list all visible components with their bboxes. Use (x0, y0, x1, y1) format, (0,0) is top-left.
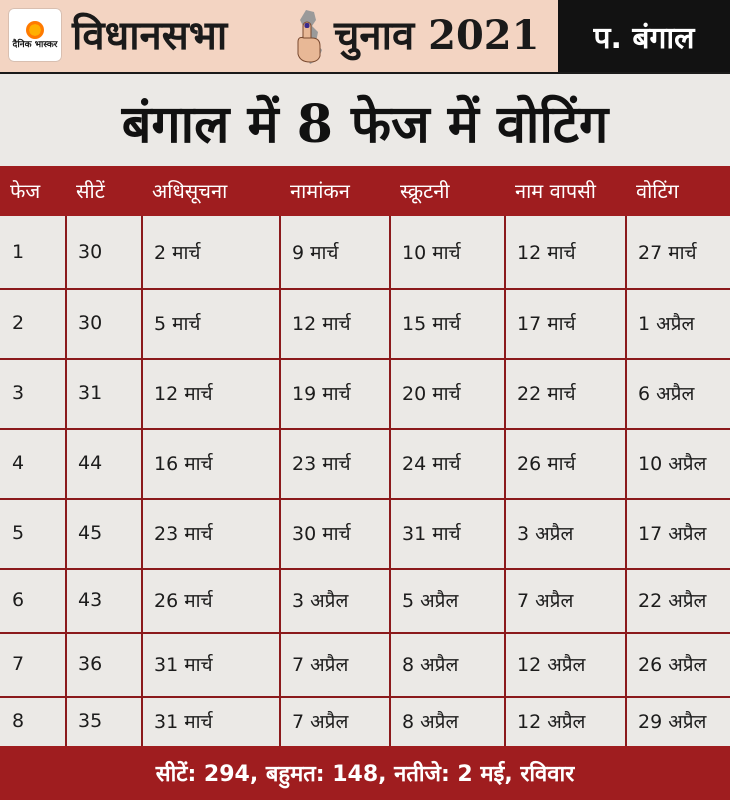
table-cell: 30 (78, 312, 103, 334)
table-cell: 17 मार्च (517, 313, 576, 335)
table-cell: 45 (78, 522, 103, 544)
table-cell: 12 मार्च (154, 383, 213, 405)
table-cell: 23 मार्च (154, 523, 213, 545)
column-divider (504, 216, 506, 746)
summary-footer: सीटें: 294, बहुमत: 148, नतीजे: 2 मई, रविवार (0, 746, 730, 800)
table-row (0, 568, 730, 632)
column-header: नाम वापसी (515, 179, 596, 203)
row-divider (0, 696, 730, 698)
table-cell: 22 मार्च (517, 383, 576, 405)
table-cell: 15 मार्च (402, 313, 461, 335)
table-cell: 10 मार्च (402, 242, 461, 264)
table-cell: 7 (12, 653, 25, 675)
table-cell: 36 (78, 653, 103, 675)
table-cell: 4 (12, 452, 25, 474)
table-cell: 27 मार्च (638, 242, 697, 264)
table-cell: 3 अप्रैल (517, 523, 574, 545)
row-divider (0, 568, 730, 570)
column-header: स्क्रूटनी (400, 179, 450, 203)
table-cell: 12 अप्रैल (517, 654, 586, 676)
table-cell: 26 मार्च (517, 453, 576, 475)
table-row (0, 358, 730, 428)
row-divider (0, 358, 730, 360)
table-cell: 35 (78, 710, 103, 732)
column-divider (279, 216, 281, 746)
table-header (0, 166, 730, 216)
table-cell: 19 मार्च (292, 383, 351, 405)
table-cell: 10 अप्रैल (638, 453, 707, 475)
column-divider (625, 216, 627, 746)
table-cell: 2 मार्च (154, 242, 201, 264)
table-cell: 3 (12, 382, 25, 404)
schedule-table (0, 166, 730, 746)
newspaper-logo (8, 8, 62, 62)
table-cell: 26 अप्रैल (638, 654, 707, 676)
header-title-election: चुनाव 2021 (334, 12, 540, 59)
table-cell: 31 मार्च (154, 654, 213, 676)
table-cell: 31 मार्च (402, 523, 461, 545)
table-cell: 26 मार्च (154, 590, 213, 612)
table-cell: 44 (78, 452, 103, 474)
table-cell: 9 मार्च (292, 242, 339, 264)
table-cell: 6 अप्रैल (638, 383, 695, 405)
table-cell: 1 अप्रैल (638, 313, 695, 335)
row-divider (0, 428, 730, 430)
column-divider (141, 216, 143, 746)
table-row (0, 696, 730, 746)
table-row (0, 428, 730, 498)
table-cell: 16 मार्च (154, 453, 213, 475)
table-cell: 7 अप्रैल (517, 590, 574, 612)
table-row (0, 216, 730, 288)
table-cell: 5 अप्रैल (402, 590, 459, 612)
table-row (0, 288, 730, 358)
row-divider (0, 498, 730, 500)
state-label: प. बंगाल (558, 0, 730, 72)
row-divider (0, 632, 730, 634)
column-header: वोटिंग (636, 179, 679, 203)
table-cell: 8 (12, 710, 25, 732)
table-cell: 7 अप्रैल (292, 654, 349, 676)
table-cell: 31 मार्च (154, 711, 213, 733)
table-cell: 8 अप्रैल (402, 654, 459, 676)
table-cell: 8 अप्रैल (402, 711, 459, 733)
table-row (0, 632, 730, 696)
table-cell: 29 अप्रैल (638, 711, 707, 733)
sun-logo-icon (26, 21, 44, 39)
header-band (0, 0, 730, 74)
column-header: नामांकन (290, 179, 350, 203)
table-cell: 12 मार्च (292, 313, 351, 335)
header-title-assembly: विधानसभा (72, 12, 228, 59)
table-cell: 20 मार्च (402, 383, 461, 405)
table-cell: 5 मार्च (154, 313, 201, 335)
table-cell: 30 (78, 241, 103, 263)
table-cell: 31 (78, 382, 103, 404)
table-cell: 24 मार्च (402, 453, 461, 475)
table-row (0, 498, 730, 568)
column-header: सीटें (76, 179, 105, 203)
table-cell: 12 अप्रैल (517, 711, 586, 733)
table-cell: 1 (12, 241, 25, 263)
bengal-map-voting-finger-icon (288, 8, 332, 66)
table-cell: 30 मार्च (292, 523, 351, 545)
page-title: बंगाल में 8 फेज में वोटिंग (121, 93, 609, 155)
table-cell: 3 अप्रैल (292, 590, 349, 612)
table-cell: 17 अप्रैल (638, 523, 707, 545)
table-cell: 5 (12, 522, 25, 544)
table-cell: 12 मार्च (517, 242, 576, 264)
column-divider (389, 216, 391, 746)
column-header: फेज (10, 179, 41, 203)
table-cell: 2 (12, 312, 25, 334)
column-divider (65, 216, 67, 746)
table-cell: 23 मार्च (292, 453, 351, 475)
column-header: अधिसूचना (152, 179, 228, 203)
table-cell: 22 अप्रैल (638, 590, 707, 612)
table-cell: 43 (78, 589, 103, 611)
table-cell: 6 (12, 589, 25, 611)
logo-wordmark: दैनिक भास्कर (12, 39, 58, 50)
row-divider (0, 288, 730, 290)
table-cell: 7 अप्रैल (292, 711, 349, 733)
